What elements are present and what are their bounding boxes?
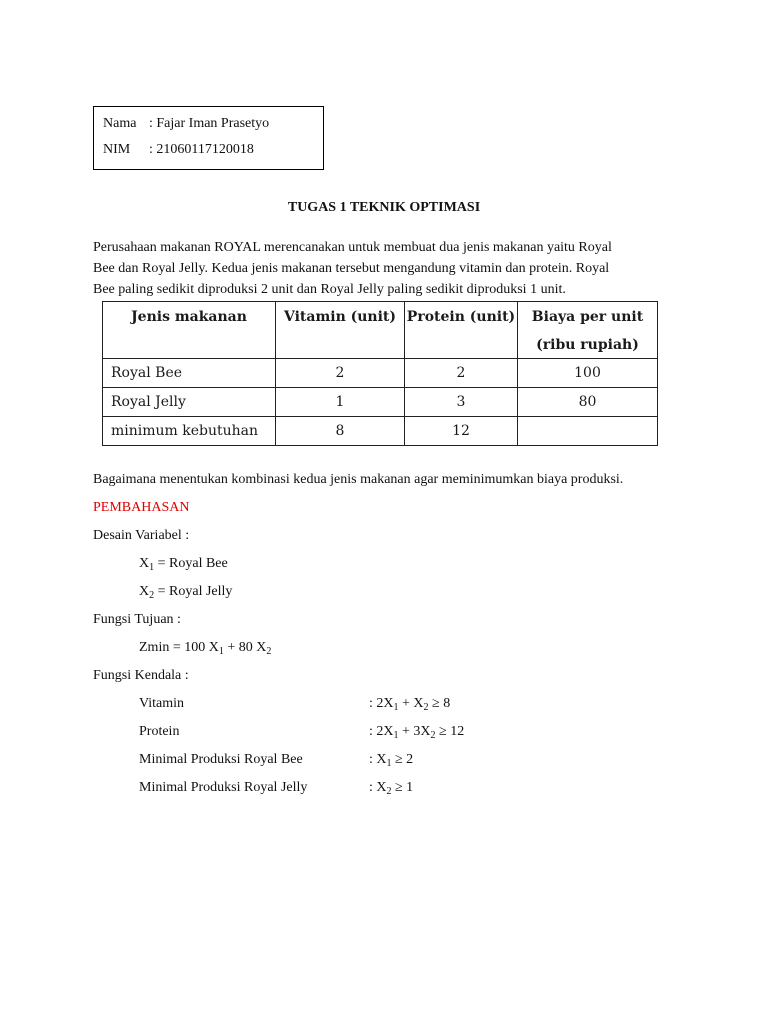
cell-cost: 100 [518,359,658,388]
design-label: Desain Variabel : [93,528,190,543]
constraint-expression: : $2X_1 + X_2 \ge 8$ [369,696,451,713]
intro-line: Bee paling sedikit diproduksi 2 unit dan Royal Jelly paling sedikit diproduksi 1 unit. [93,282,566,297]
header-cost-line1: Biaya per unit [531,309,644,325]
constraint-name: Minimal Produksi Royal Jelly [139,780,308,795]
constraint-name: Protein [139,724,180,739]
nim-row [103,142,254,158]
nim-value: : 21060117120018 [149,142,254,157]
name-row [103,116,269,132]
constraint-expression: : $X_2 \ge 1$ [369,780,414,797]
constraint-expression: : $2X_1 + 3X_2 \ge 12$ [369,724,465,741]
table-row [103,417,658,446]
cell-vitamin: 1 [276,388,405,417]
header-food: Jenis makanan [103,302,276,359]
cell-vitamin: 8 [276,417,405,446]
table-header-row [103,302,658,359]
cell-protein: 2 [405,359,518,388]
variable-x2: $X_2$ = Royal Jelly [139,584,233,601]
cell-food: minimum kebutuhan [103,417,276,446]
intro-line: Bee dan Royal Jelly. Kedua jenis makanan tersebut mengandung vitamin dan protein. Royal [93,261,610,276]
objective-label: Fungsi Tujuan : [93,612,181,627]
nutrition-table [102,301,658,446]
cell-protein: 12 [405,417,518,446]
header-protein: Protein (unit) [405,302,518,359]
constraints-label: Fungsi Kendala : [93,668,189,683]
intro-line: Perusahaan makanan ROYAL merencanakan untuk membuat dua jenis makanan yaitu Royal [93,240,612,255]
header-vitamin: Vitamin (unit) [276,302,405,359]
header-cost [518,302,658,359]
table-row [103,388,658,417]
constraint-expression: : $X_1 \ge 2$ [369,752,414,769]
variable-x1: $X_1$ = Royal Bee [139,556,228,573]
cell-vitamin: 2 [276,359,405,388]
cell-food: Royal Bee [103,359,276,388]
name-label: Nama [103,116,137,131]
cell-cost: 80 [518,388,658,417]
header-cost-line2: (ribu rupiah) [536,337,639,353]
table-row [103,359,658,388]
document-title: TUGAS 1 TEKNIK OPTIMASI [287,200,481,215]
objective-function: Zmin = 100 $X_1 + 80$ $X_2$ [139,640,272,657]
question-text: Bagaimana menentukan kombinasi kedua jenis makanan agar meminimumkan biaya produksi. [93,472,624,487]
section-heading: PEMBAHASAN [93,500,190,515]
cell-cost [518,417,658,446]
constraint-name: Vitamin [139,696,185,711]
cell-food: Royal Jelly [103,388,276,417]
intro-paragraph [93,237,683,300]
constraint-name: Minimal Produksi Royal Bee [139,752,303,767]
name-value: : Fajar Iman Prasetyo [149,116,270,131]
cell-protein: 3 [405,388,518,417]
nim-label: NIM [103,142,131,157]
identity-box [93,106,324,170]
